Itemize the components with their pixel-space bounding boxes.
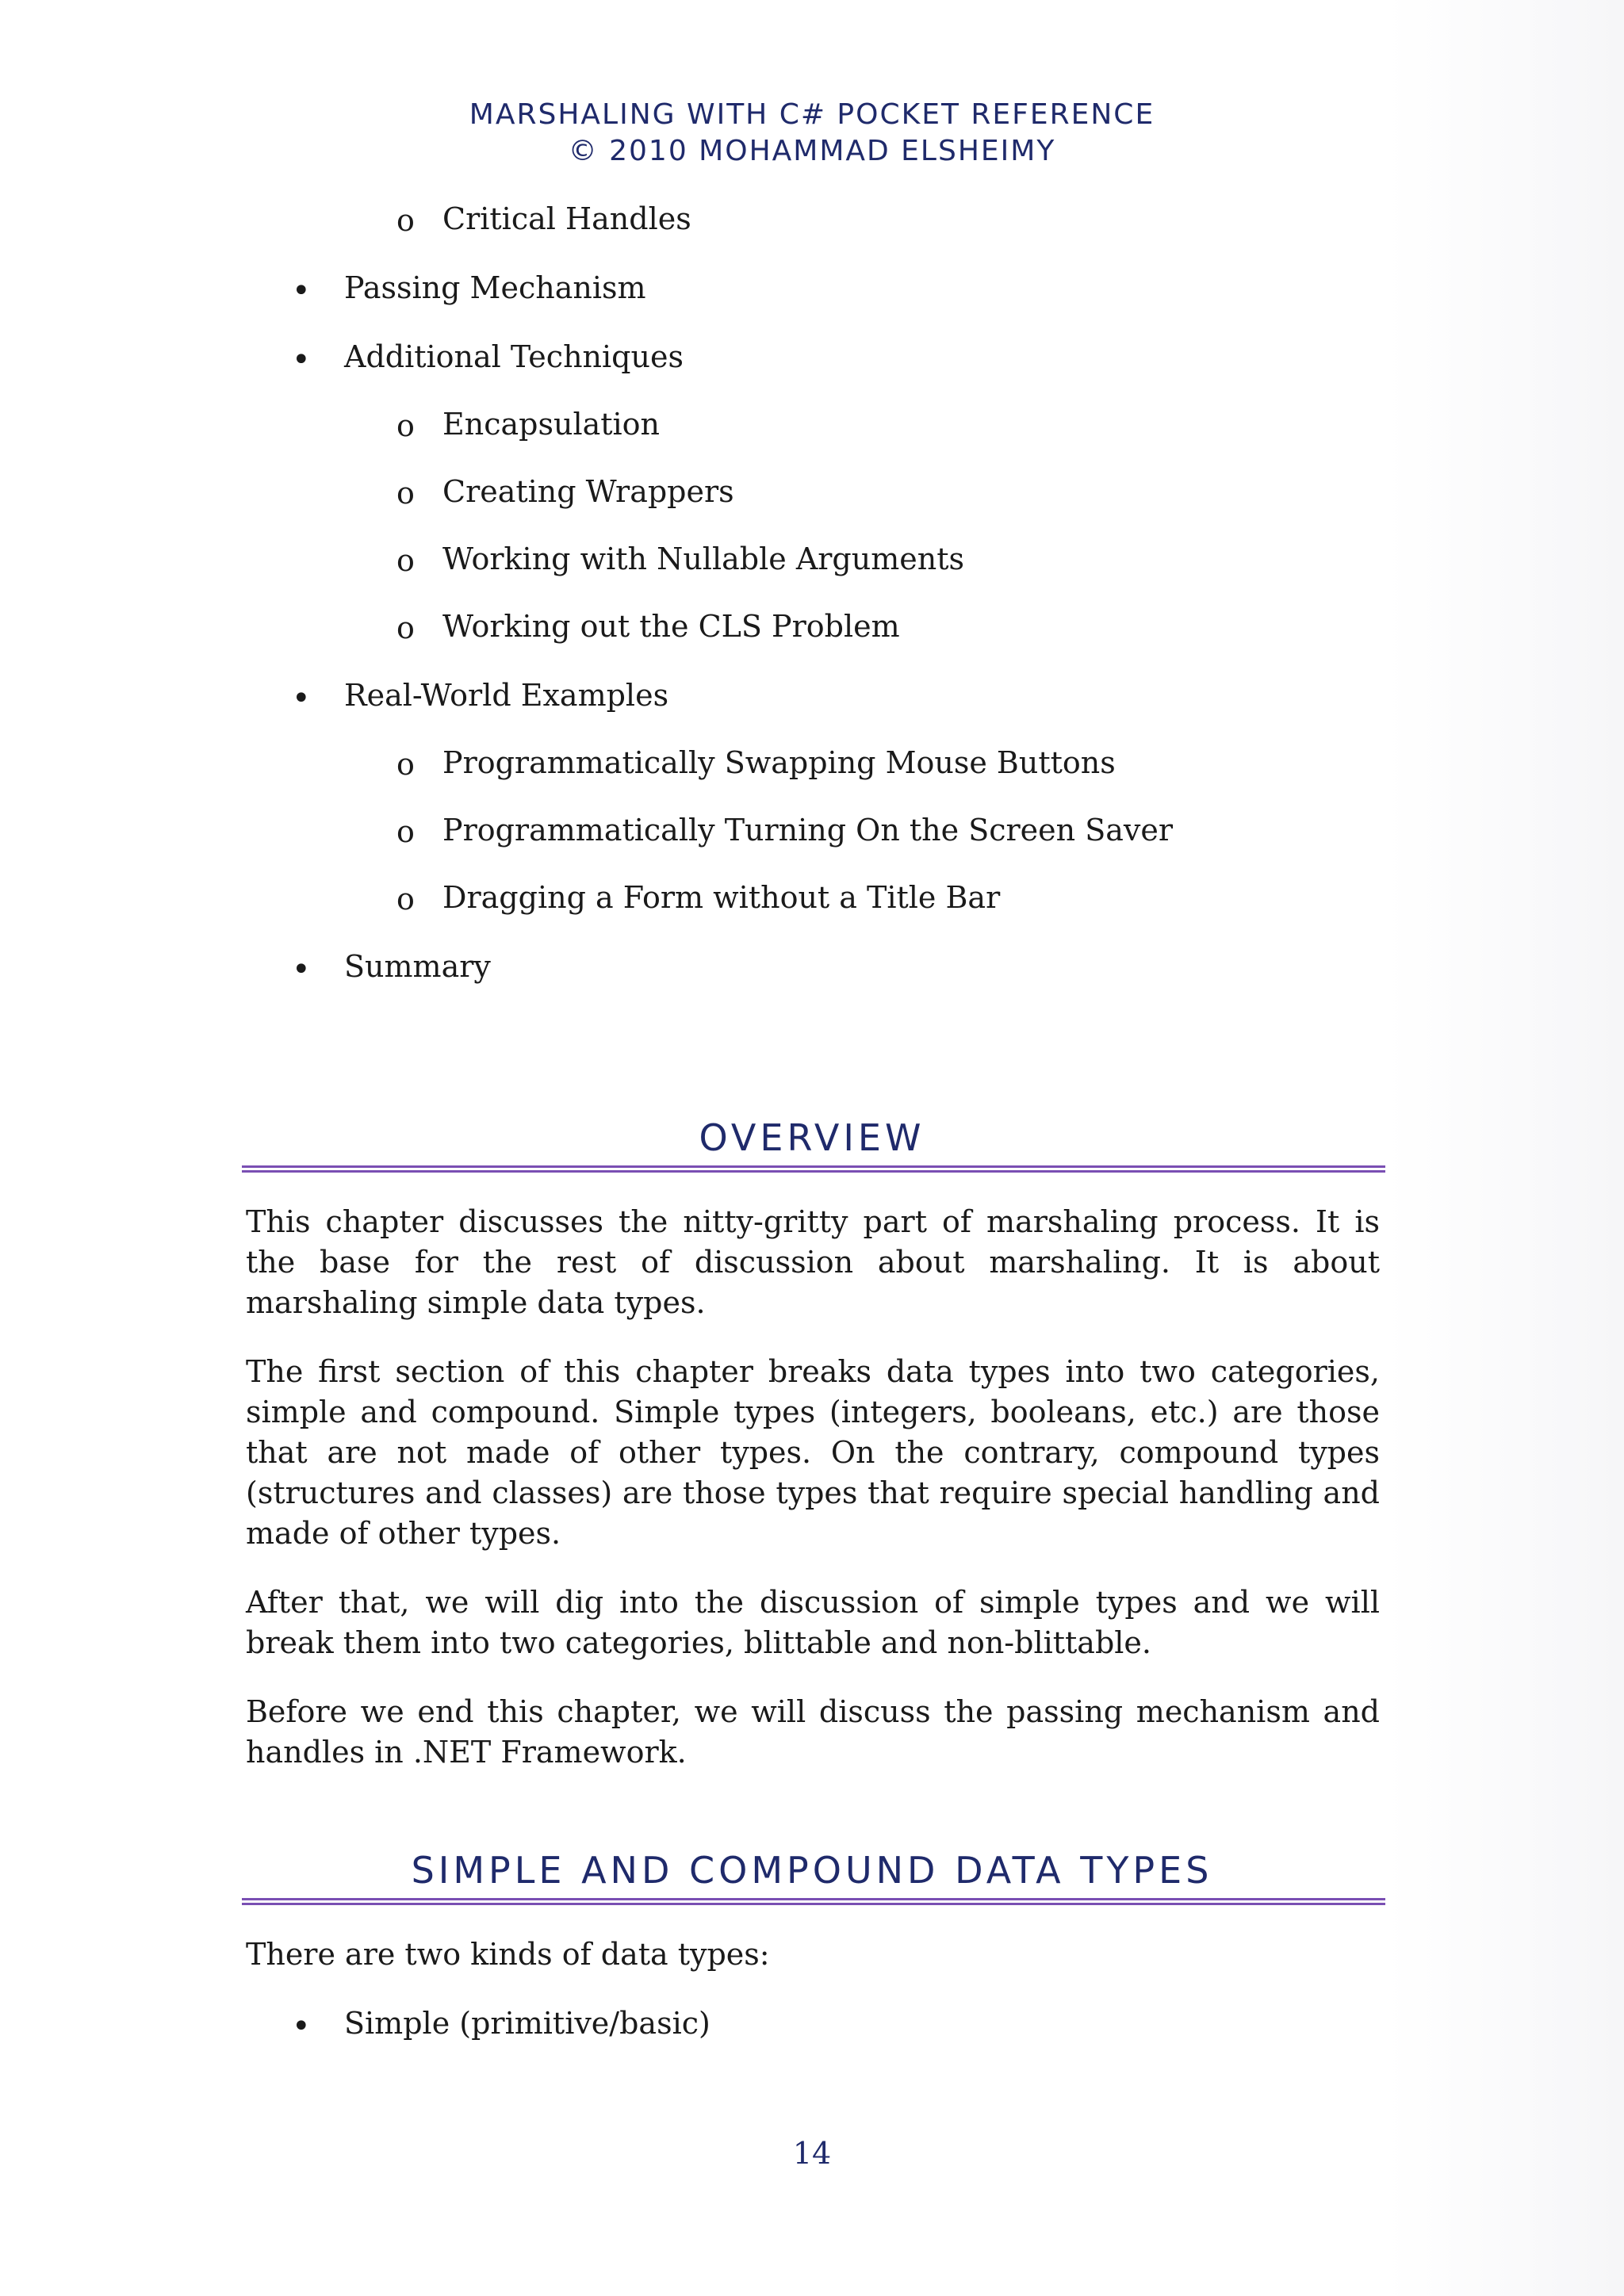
hollow-bullet-icon: o [396,408,415,443]
list-item-label: Simple (primitive/basic) [344,2006,710,2041]
hollow-bullet-icon: o [396,882,415,916]
bullet-icon: • [292,273,311,309]
bullet-icon: • [292,342,311,378]
outline-item [396,404,661,445]
outline-item-label: Encapsulation [442,407,661,442]
outline-item [292,336,684,378]
outline-item-label: Programmatically Swapping Mouse Buttons [442,745,1116,780]
paragraph: The first section of this chapter breaks data types into two categories, simple and compound. Simple types (integers, booleans, etc.) are those that are not made of other types. On the contrary, compound types (structures and classes) are those types that require special handling and made of other types. [246,1354,1380,1551]
running-header [0,97,1624,170]
hollow-bullet-icon: o [396,543,415,578]
bullet-icon: • [292,680,311,717]
hollow-bullet-icon: o [396,610,415,645]
outline-item-label: Additional Techniques [344,339,684,374]
outline-item [396,471,734,512]
list-item [292,2003,710,2045]
overview-heading: OVERVIEW [699,1116,925,1159]
outline-item [396,198,691,239]
outline-item-label: Passing Mechanism [344,270,646,305]
outline-item-label: Creating Wrappers [442,474,734,509]
paragraph: After that, we will dig into the discussion of simple types and we will break them into two categories, blittable and non-blittable. [246,1585,1380,1660]
outline-item [396,809,1174,851]
hollow-bullet-icon: o [396,476,415,511]
hollow-bullet-icon: o [396,814,415,849]
overview-body [246,1202,1380,1801]
bullet-icon: • [292,2008,311,2045]
copyright-line: © 2010 MOHAMMAD ELSHEIMY [568,135,1056,167]
bullet-icon: • [292,951,311,988]
outline-item [292,267,646,309]
book-title: MARSHALING WITH C# POCKET REFERENCE [469,98,1155,131]
outline-item [396,606,900,647]
hollow-bullet-icon: o [396,203,415,238]
outline-item [396,877,1001,918]
paragraph: There are two kinds of data types: [246,1937,770,1972]
outline-item-label: Working out the CLS Problem [442,609,900,644]
outline-item [292,675,669,717]
hollow-bullet-icon: o [396,747,415,782]
outline-item-label: Summary [344,949,491,984]
outline-item-label: Dragging a Form without a Title Bar [442,880,1001,915]
outline-item-label: Critical Handles [442,201,691,236]
outline-item-label: Programmatically Turning On the Screen Saver [442,813,1174,848]
outline-item [396,742,1116,783]
simple-compound-heading: SIMPLE AND COMPOUND DATA TYPES [411,1849,1213,1892]
paragraph: Before we end this chapter, we will discuss the passing mechanism and handles in .NET Framework. [246,1694,1380,1770]
outline-item [396,538,964,580]
outline-item-label: Real-World Examples [344,678,669,713]
page-number: 14 [792,2136,832,2171]
outline-item-label: Working with Nullable Arguments [442,541,964,576]
paragraph: This chapter discusses the nitty-gritty part of marshaling process. It is the base for the rest of discussion about marshaling. It is about marshaling simple data types. [246,1204,1380,1320]
outline-item [292,946,491,988]
overview-heading-rule [242,1165,1385,1173]
simple-compound-heading-rule [242,1898,1385,1905]
simple-compound-intro [246,1934,1380,2003]
